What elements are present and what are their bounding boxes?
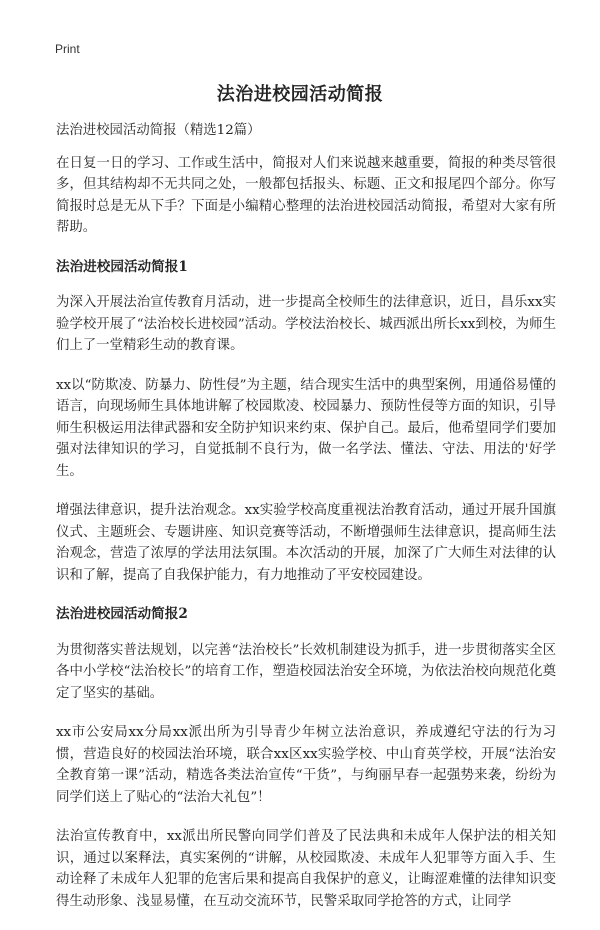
print-link[interactable]: Print <box>55 42 80 56</box>
section-heading-2: 法治进校园活动简报2 <box>56 606 188 622</box>
section-1-paragraph-2: xx以“防欺凌、防暴力、防性侵”为主题，结合现实生活中的典型案例，用通俗易懂的语言，向现场师生具体地讲解了校园欺凌、校园暴力、预防性侵等方面的知识，引导师生积极运用法律武器和安全防护知识来约束、保护自己。最后，他希望同学们要加强对法律知识的学习，自觉抵制不良行为，做一名学法、懂法、守法、用法的'好学生。 <box>56 377 556 479</box>
section-heading-1: 法治进校园活动简报1 <box>56 258 188 275</box>
document-body <box>56 120 556 930</box>
section-1-paragraph-1: 为深入开展法治宣传教育月活动，进一步提高全校师生的法律意识，近日，昌乐xx实验学校开展了“法治校长进校园”活动。学校法治校长、城西派出所长xx到校，为师生们上了一堂精彩生动的教育课。 <box>56 295 556 353</box>
section-2-paragraph-3: 法治宣传教育中，xx派出所民警向同学们普及了民法典和未成年人保护法的相关知识，通过以案释法，真实案例的“讲解，从校园欺凌、未成年人犯罪等方面入手、生动诠释了未成年人犯罪的危害后果和提高自我保护的意义，让晦涩难懂的法律知识变得生动形象、浅显易懂，在互动交流环节，民警采取同学抢答的方式，让同学 <box>56 829 556 909</box>
document-title: 法治进校园活动简报 <box>216 84 384 105</box>
document-subtitle: 法治进校园活动简报（精选12篇） <box>56 123 261 138</box>
section-2-paragraph-1: 为贯彻落实普法规划，以完善“法治校长”长效机制建设为抓手，进一步贯彻落实全区各中小学校“法治校长”的培育工作，塑造校园法治安全环境，为依法治校向规范化奠定了坚实的基础。 <box>56 642 556 701</box>
intro-paragraph: 在日复一日的学习、工作或生活中，简报对人们来说越来越重要，简报的种类尽管很多，但其结构却不无共同之处，一般都包括报头、标题、正文和报尾四个部分。你写简报时总是无从下手？下面是小编精心整理的法治进校园活动简报，希望对大家有所帮助。 <box>56 155 556 235</box>
section-1-paragraph-3: 增强法律意识，提升法治观念。xx实验学校高度重视法治教育活动，通过开展升国旗仪式、主题班会、专题讲座、知识竞赛等活动，不断增强师生法律意识，提高师生法治观念，营造了浓厚的学法用法氛围。本次活动的开展，加深了广大师生对法律的认识和了解，提高了自我保护能力，有力地推动了平安校园建设。 <box>56 503 556 583</box>
section-2-paragraph-2: xx市公安局xx分局xx派出所为引导青少年树立法治意识，养成遵纪守法的行为习惯，营造良好的校园法治环境，联合xx区xx实验学校、中山育英学校，开展“法治安全教育第一课”活动，精选各类法治宣传“干货”，与绚丽早春一起强势来袭，纷纷为同学们送上了贴心的“法治大礼包”！ <box>56 725 556 805</box>
